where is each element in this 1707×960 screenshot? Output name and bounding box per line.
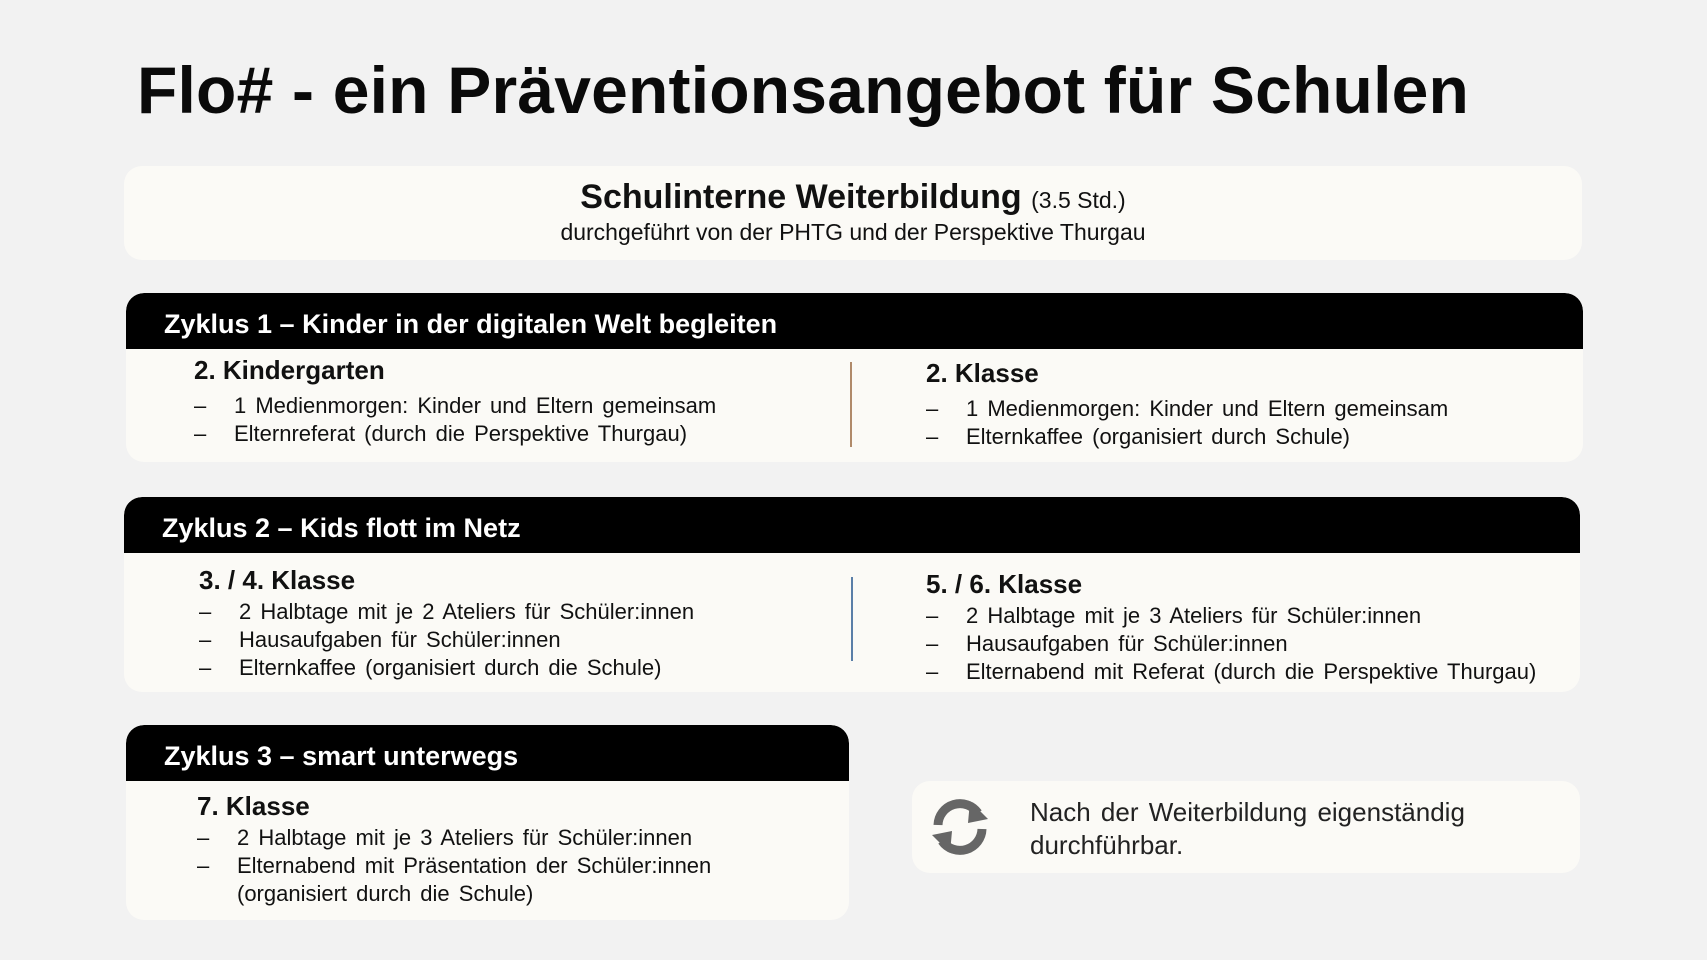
bullet-dash: –: [926, 396, 939, 421]
intro-heading-line: [124, 178, 1582, 217]
bullet-dash: –: [926, 603, 939, 628]
list-item: [197, 824, 711, 852]
intro-subtitle: durchgeführt von der PHTG und der Perspektive Thurgau: [560, 219, 1146, 245]
intro-heading: Schulinterne Weiterbildung: [580, 178, 1022, 216]
list-item-text: Elternabend mit Präsentation der Schüler:innen: [237, 853, 712, 878]
page-title: Flo# - ein Präventionsangebot für Schulen: [137, 53, 1470, 127]
cycle-1-card: [126, 293, 1583, 462]
cycle-1-left-column: [194, 355, 716, 448]
list-item: [926, 658, 1536, 686]
cycle-3-left-column: [197, 791, 711, 908]
list-item-text: Elternkaffee (organisiert durch Schule): [966, 424, 1351, 449]
cycle-2-left-title: 3. / 4. Klasse: [199, 565, 356, 595]
list-item-text: 2 Halbtage mit je 3 Ateliers für Schüler:innen: [966, 603, 1422, 628]
cycle-2-left-column: [199, 565, 694, 682]
cycle-2-right-list: [926, 602, 1536, 686]
cycle-3-header: Zyklus 3 – smart unterwegs: [126, 725, 849, 781]
list-item: [199, 598, 694, 626]
bullet-dash: –: [199, 655, 212, 680]
list-item-text: Hausaufgaben für Schüler:innen: [239, 627, 561, 652]
list-item: [926, 602, 1536, 630]
list-item: [199, 626, 694, 654]
list-item-text: 2 Halbtage mit je 2 Ateliers für Schüler:innen: [239, 599, 695, 624]
cycle-2-header: Zyklus 2 – Kids flott im Netz: [124, 497, 1580, 553]
intro-duration: (3.5 Std.): [1031, 187, 1126, 213]
bullet-dash: –: [199, 599, 212, 624]
bullet-dash: –: [926, 424, 939, 449]
list-item-continuation: (organisiert durch die Schule): [237, 881, 534, 906]
cycle-1-divider: [850, 362, 852, 447]
bullet-dash: –: [199, 627, 212, 652]
note-card: [912, 781, 1580, 873]
cycle-3-left-list: [197, 824, 711, 908]
list-item-text: Elternabend mit Referat (durch die Perspektive Thurgau): [966, 659, 1537, 684]
note-line-2: durchführbar.: [1030, 830, 1184, 860]
cycle-2-divider: [851, 577, 853, 661]
list-item: [199, 654, 694, 682]
list-item-text: 1 Medienmorgen: Kinder und Eltern gemeinsam: [234, 393, 717, 418]
bullet-dash: –: [194, 393, 207, 418]
list-item-text: Hausaufgaben für Schüler:innen: [966, 631, 1288, 656]
cycle-1-right-title: 2. Klasse: [926, 358, 1039, 388]
cycle-3-card: [126, 725, 849, 920]
cycle-2-right-column: [926, 569, 1536, 686]
note-text: [1030, 796, 1465, 862]
cycle-1-header: Zyklus 1 – Kinder in der digitalen Welt begleiten: [126, 293, 1583, 349]
cycle-1-left-title: 2. Kindergarten: [194, 355, 385, 385]
list-item-text: Elternkaffee (organisiert durch die Schule): [239, 655, 662, 680]
cycle-2-left-list: [199, 598, 694, 682]
list-item: [926, 630, 1536, 658]
cycle-1-left-list: [194, 392, 716, 448]
list-item-text: 1 Medienmorgen: Kinder und Eltern gemeinsam: [966, 396, 1449, 421]
intro-card: [124, 166, 1582, 260]
list-item: [194, 392, 716, 420]
list-item-text: Elternreferat (durch die Perspektive Thurgau): [234, 421, 688, 446]
refresh-icon: [928, 797, 992, 857]
cycle-2-right-title: 5. / 6. Klasse: [926, 569, 1083, 599]
cycle-3-left-title: 7. Klasse: [197, 791, 310, 821]
bullet-dash: –: [926, 659, 939, 684]
bullet-dash: –: [194, 421, 207, 446]
list-item: [197, 852, 711, 908]
cycle-2-card: [124, 497, 1580, 692]
list-item: [194, 420, 716, 448]
bullet-dash: –: [197, 853, 210, 878]
bullet-dash: –: [926, 631, 939, 656]
list-item-text: 2 Halbtage mit je 3 Ateliers für Schüler:innen: [237, 825, 693, 850]
list-item: [926, 423, 1448, 451]
cycle-1-right-list: [926, 395, 1448, 451]
cycle-1-right-column: [926, 358, 1448, 451]
note-line-1: Nach der Weiterbildung eigenständig: [1030, 797, 1465, 827]
list-item: [926, 395, 1448, 423]
bullet-dash: –: [197, 825, 210, 850]
